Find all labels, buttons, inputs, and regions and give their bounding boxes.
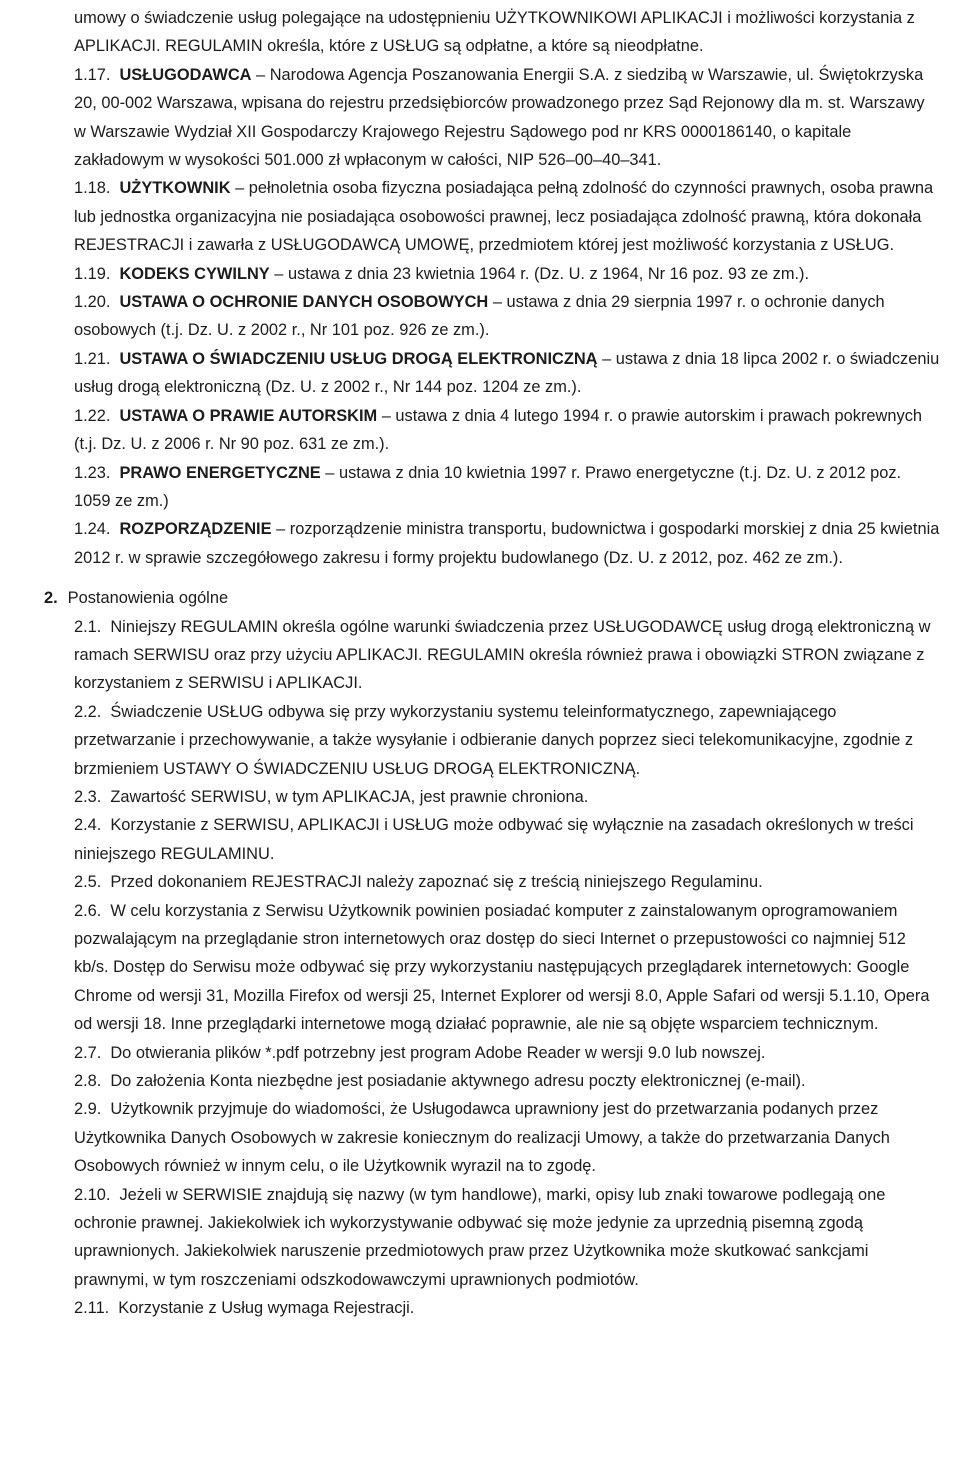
definition-term: ROZPORZĄDZENIE [119,520,272,539]
item-number: 2.8. [74,1072,102,1091]
item-text: Korzystanie z SERWISU, APLIKACJI i USŁUG może odbywać się wyłącznie na zasadach określonych w treści niniejszego REGULAMINU. [74,816,914,863]
definition-term: USŁUGODAWCA [119,65,252,84]
item-number: 1.19. [74,264,111,283]
intro-paragraph: umowy o świadczenie usług polegające na udostępnieniu UŻYTKOWNIKOWI APLIKACJI i możliwości korzystania z APLIKACJI. REGULAMIN określa, które z USŁUG są odpłatne, a które są nieodpłatne. [74,9,915,56]
item-text: Przed dokonaniem REJESTRACJI należy zapoznać się z treścią niniejszego Regulaminu. [110,873,763,892]
section-items [74,613,940,1323]
section-item [74,868,940,896]
definition-item [74,459,940,516]
definition-item [74,260,940,288]
definition-item [74,288,940,345]
section-heading [44,584,940,612]
section-item [74,1294,940,1322]
definition-term: UŻYTKOWNIK [119,179,231,198]
item-number: 1.18. [74,179,111,198]
item-number: 1.22. [74,406,111,425]
item-number: 2.4. [74,816,102,835]
section-item [74,613,940,698]
section-item [74,698,940,783]
definition-text: – ustawa z dnia 4 lutego 1994 r. o prawie autorskim i prawach pokrewnych (t.j. Dz. U. z 2006 r. Nr 90 poz. 631 ze zm.). [74,406,922,454]
definition-item [74,345,940,402]
section-item [74,783,940,811]
definition-item [74,515,940,572]
definitions-list [74,61,940,572]
item-text: Świadczenie USŁUG odbywa się przy wykorzystaniu systemu teleinformatycznego, zapewniającego przetwarzanie i przechowywanie, a także wysyłanie i odbieranie danych poprzez sieci telekomunikacyjne, zgodnie z brzmieniem USTAWY O ŚWIADCZENIU USŁUG DROGĄ ELEKTRONICZNĄ. [74,702,914,778]
item-number: 2.1. [74,617,102,636]
item-number: 1.24. [74,520,111,539]
section-number: 2. [44,589,58,608]
section-item [74,1181,940,1295]
definition-term: USTAWA O OCHRONIE DANYCH OSOBOWYCH [119,293,489,312]
section-item [74,1039,940,1067]
item-number: 1.23. [74,463,111,482]
item-number: 2.10. [74,1185,111,1204]
definition-text: – rozporządzenie ministra transportu, budownictwa i gospodarki morskiej z dnia 25 kwietnia 2012 r. w sprawie szczegółowego zakresu i formy projektu budowlanego (Dz. U. z 2012, poz. 462 ze zm.). [74,520,940,567]
definition-term: PRAWO ENERGETYCZNE [119,463,321,482]
item-number: 2.5. [74,873,102,892]
definition-text: – ustawa z dnia 23 kwietnia 1964 r. (Dz. U. z 1964, Nr 16 poz. 93 ze zm.). [269,264,810,283]
item-number: 2.6. [74,901,102,920]
item-number: 2.3. [74,787,102,806]
definition-text: – ustawa z dnia 29 sierpnia 1997 r. o ochronie danych osobowych (t.j. Dz. U. z 2002 r., Nr 101 poz. 926 ze zm.). [74,293,885,340]
item-text: Zawartość SERWISU, w tym APLIKACJA, jest prawnie chroniona. [110,787,589,806]
item-number: 2.11. [74,1299,110,1318]
item-text: W celu korzystania z Serwisu Użytkownik powinien posiadać komputer z zainstalowanym oprogramowaniem pozwalającym na przeglądanie stron internetowych oraz dostęp do sieci Internet o przepustowości co najmniej 512 kb/s. Dostęp do Serwisu może odbywać się przy wykorzystaniu następujących przeglądarek internetowych: Google Chrome od wersji 31, Mozilla Firefox od wersji 25, Internet Explorer od wersji 8.0, Apple Safari od wersji 5.1.10, Opera od wersji 18. Inne przeglądarki internetowe mogą działać poprawnie, ale nie są objęte wsparciem technicznym. [74,901,930,1034]
definition-text: – pełnoletnia osoba fizyczna posiadająca pełną zdolność do czynności prawnych, osoba prawna lub jednostka organizacyjna nie posiadająca osobowości prawnej, lecz posiadająca zdolność prawną, która dokonała REJESTRACJI i zawarła z USŁUGODAWCĄ UMOWĘ, przedmiotem której jest możliwość korzystania z USŁUG. [74,179,934,255]
definition-text: – Narodowa Agencja Poszanowania Energii S.A. z siedzibą w Warszawie, ul. Świętokrzyska 20, 00-002 Warszawa, wpisana do rejestru przedsiębiorców prowadzonego przez Sąd Rejonowy dla m. st. Warszawy w Warszawie Wydział XII Gospodarczy Krajowego Rejestru Sądowego pod nr KRS 0000186140, o kapitale zakładowym w wysokości 501.000 zł wpłaconym w całości, NIP 526–00–40–341. [74,65,925,170]
section-title: Postanowienia ogólne [67,589,229,608]
item-number: 1.17. [74,65,111,84]
section-item [74,1095,940,1180]
definition-term: USTAWA O ŚWIADCZENIU USŁUG DROGĄ ELEKTRONICZNĄ [119,349,598,368]
definition-text: – ustawa z dnia 10 kwietnia 1997 r. Prawo energetyczne (t.j. Dz. U. z 2012 poz. 1059 ze zm.) [74,463,902,510]
item-number: 2.9. [74,1100,102,1119]
item-text: Użytkownik przyjmuje do wiadomości, że Usługodawca uprawniony jest do przetwarzania podanych przez Użytkownika Danych Osobowych w zakresie koniecznym do realizacji Umowy, a także do przetwarzania Danych Osobowych również w innym celu, o ile Użytkownik wyrazil na to zgodę. [74,1100,890,1176]
item-text: Do otwierania plików *.pdf potrzebny jest program Adobe Reader w wersji 9.0 lub nowszej. [110,1043,766,1062]
item-text: Jeżeli w SERWISIE znajdują się nazwy (w tym handlowe), marki, opisy lub znaki towarowe podlegają one ochronie prawnej. Jakiekolwiek ich wykorzystywanie odbywać się może jedynie za uprzednią pisemną zgodą uprawnionych. Jakiekolwiek naruszenie przedmiotowych praw przez Użytkownika może skutkować sankcjami prawnymi, w tym roszczeniami odszkodowawczymi uprawnionych podmiotów. [74,1185,886,1289]
definition-term: USTAWA O PRAWIE AUTORSKIM [119,406,378,425]
item-number: 1.21. [74,349,111,368]
item-number: 2.7. [74,1043,102,1062]
definition-text: – ustawa z dnia 18 lipca 2002 r. o świadczeniu usług drogą elektroniczną (Dz. U. z 2002 r., Nr 144 poz. 1204 ze zm.). [74,349,940,397]
definition-item [74,61,940,175]
section-item [74,811,940,868]
definition-item [74,402,940,459]
item-number: 1.20. [74,293,111,312]
definition-term: KODEKS CYWILNY [119,264,270,283]
section-item [74,897,940,1039]
item-text: Do założenia Konta niezbędne jest posiadanie aktywnego adresu poczty elektronicznej (e-mail). [110,1072,806,1091]
section-item [74,1067,940,1095]
definition-item [74,174,940,259]
item-text: Niniejszy REGULAMIN określa ogólne warunki świadczenia przez USŁUGODAWCĘ usług drogą elektroniczną w ramach SERWISU oraz przy użyciu APLIKACJI. REGULAMIN określa również prawa i obowiązki STRON związane z korzystaniem z SERWISU i APLIKACJI. [74,617,931,693]
item-number: 2.2. [74,702,102,721]
item-text: Korzystanie z Usług wymaga Rejestracji. [118,1299,415,1318]
